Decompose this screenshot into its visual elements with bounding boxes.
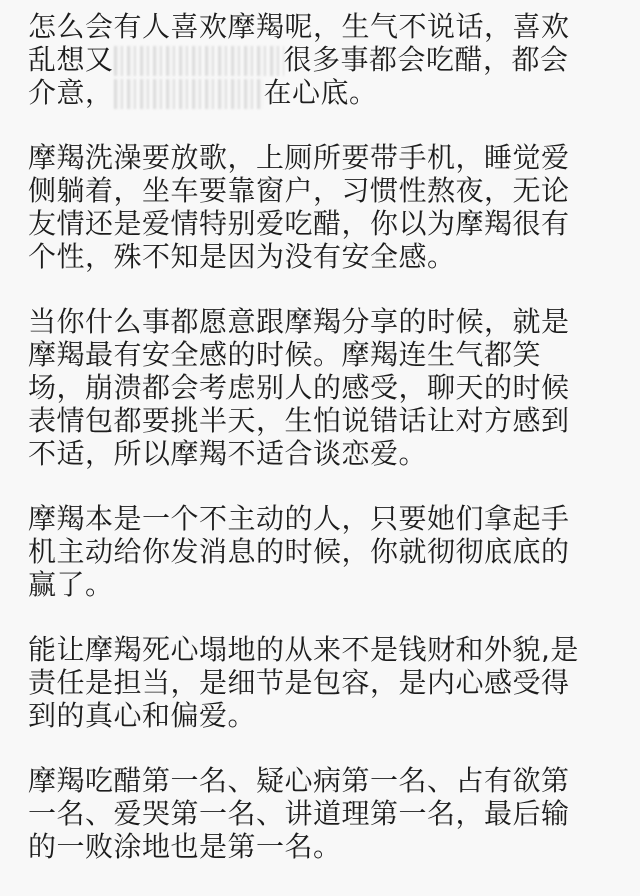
text-segment: 乱想又 [28,43,114,76]
text-segment: 很多事都会吃醋，都会 [283,43,569,76]
paragraph-6 [28,764,618,863]
text-line: 一名、爱哭第一名、讲道理第一名，最后输 [28,797,570,830]
text-line: 责任是担当，是细节是包容，是内心感受得 [28,666,570,699]
text-line: 个性，殊不知是因为没有安全感。 [28,240,456,273]
text-line: 能让摩羯死心塌地的从来不是钱财和外貌,是 [28,633,579,666]
text-line: 友情还是爱情特别爱吃醋，你以为摩羯很有 [28,207,570,240]
text-segment: 在心底。 [263,76,378,109]
text-line: 当你什么事都愿意跟摩羯分享的时候，就是 [28,305,570,338]
paragraph-2 [28,141,618,273]
text-line: 摩羯吃醋第一名、疑心病第一名、占有欲第 [28,764,570,797]
text-line: 表情包都要挑半天，生怕说错话让对方感到 [28,404,570,437]
text-line: 不适，所以摩羯不适合谈恋爱。 [28,437,428,470]
text-segment: 怎么会有人喜欢摩羯呢，生气不说话，喜欢 [28,10,570,43]
text-line [28,10,618,43]
paragraph-4 [28,502,618,601]
text-line: 摩羯本是一个不主动的人，只要她们拿起手 [28,502,570,535]
text-line [28,76,618,109]
text-line: 场，崩溃都会考虑别人的感受，聊天的时候 [28,371,570,404]
paragraph-3 [28,305,618,470]
text-line: 机主动给你发消息的时候，你就彻彻底底的 [28,535,570,568]
text-line: 赢了。 [28,568,114,601]
text-line: 摩羯洗澡要放歌，上厕所要带手机，睡觉爱 [28,141,570,174]
text-line: 侧躺着，坐车要靠窗户，习惯性熬夜，无论 [28,174,570,207]
text-line: 到的真心和偏爱。 [28,699,257,732]
paragraph-1 [28,10,618,109]
text-line: 摩羯最有安全感的时候。摩羯连生气都笑 [28,338,542,371]
paragraph-5 [28,633,618,732]
redaction-blur [114,79,264,109]
redaction-blur [114,46,284,76]
text-segment: 介意， [28,76,114,109]
text-line: 的一败涂地也是第一名。 [28,830,342,863]
text-line [28,43,618,76]
